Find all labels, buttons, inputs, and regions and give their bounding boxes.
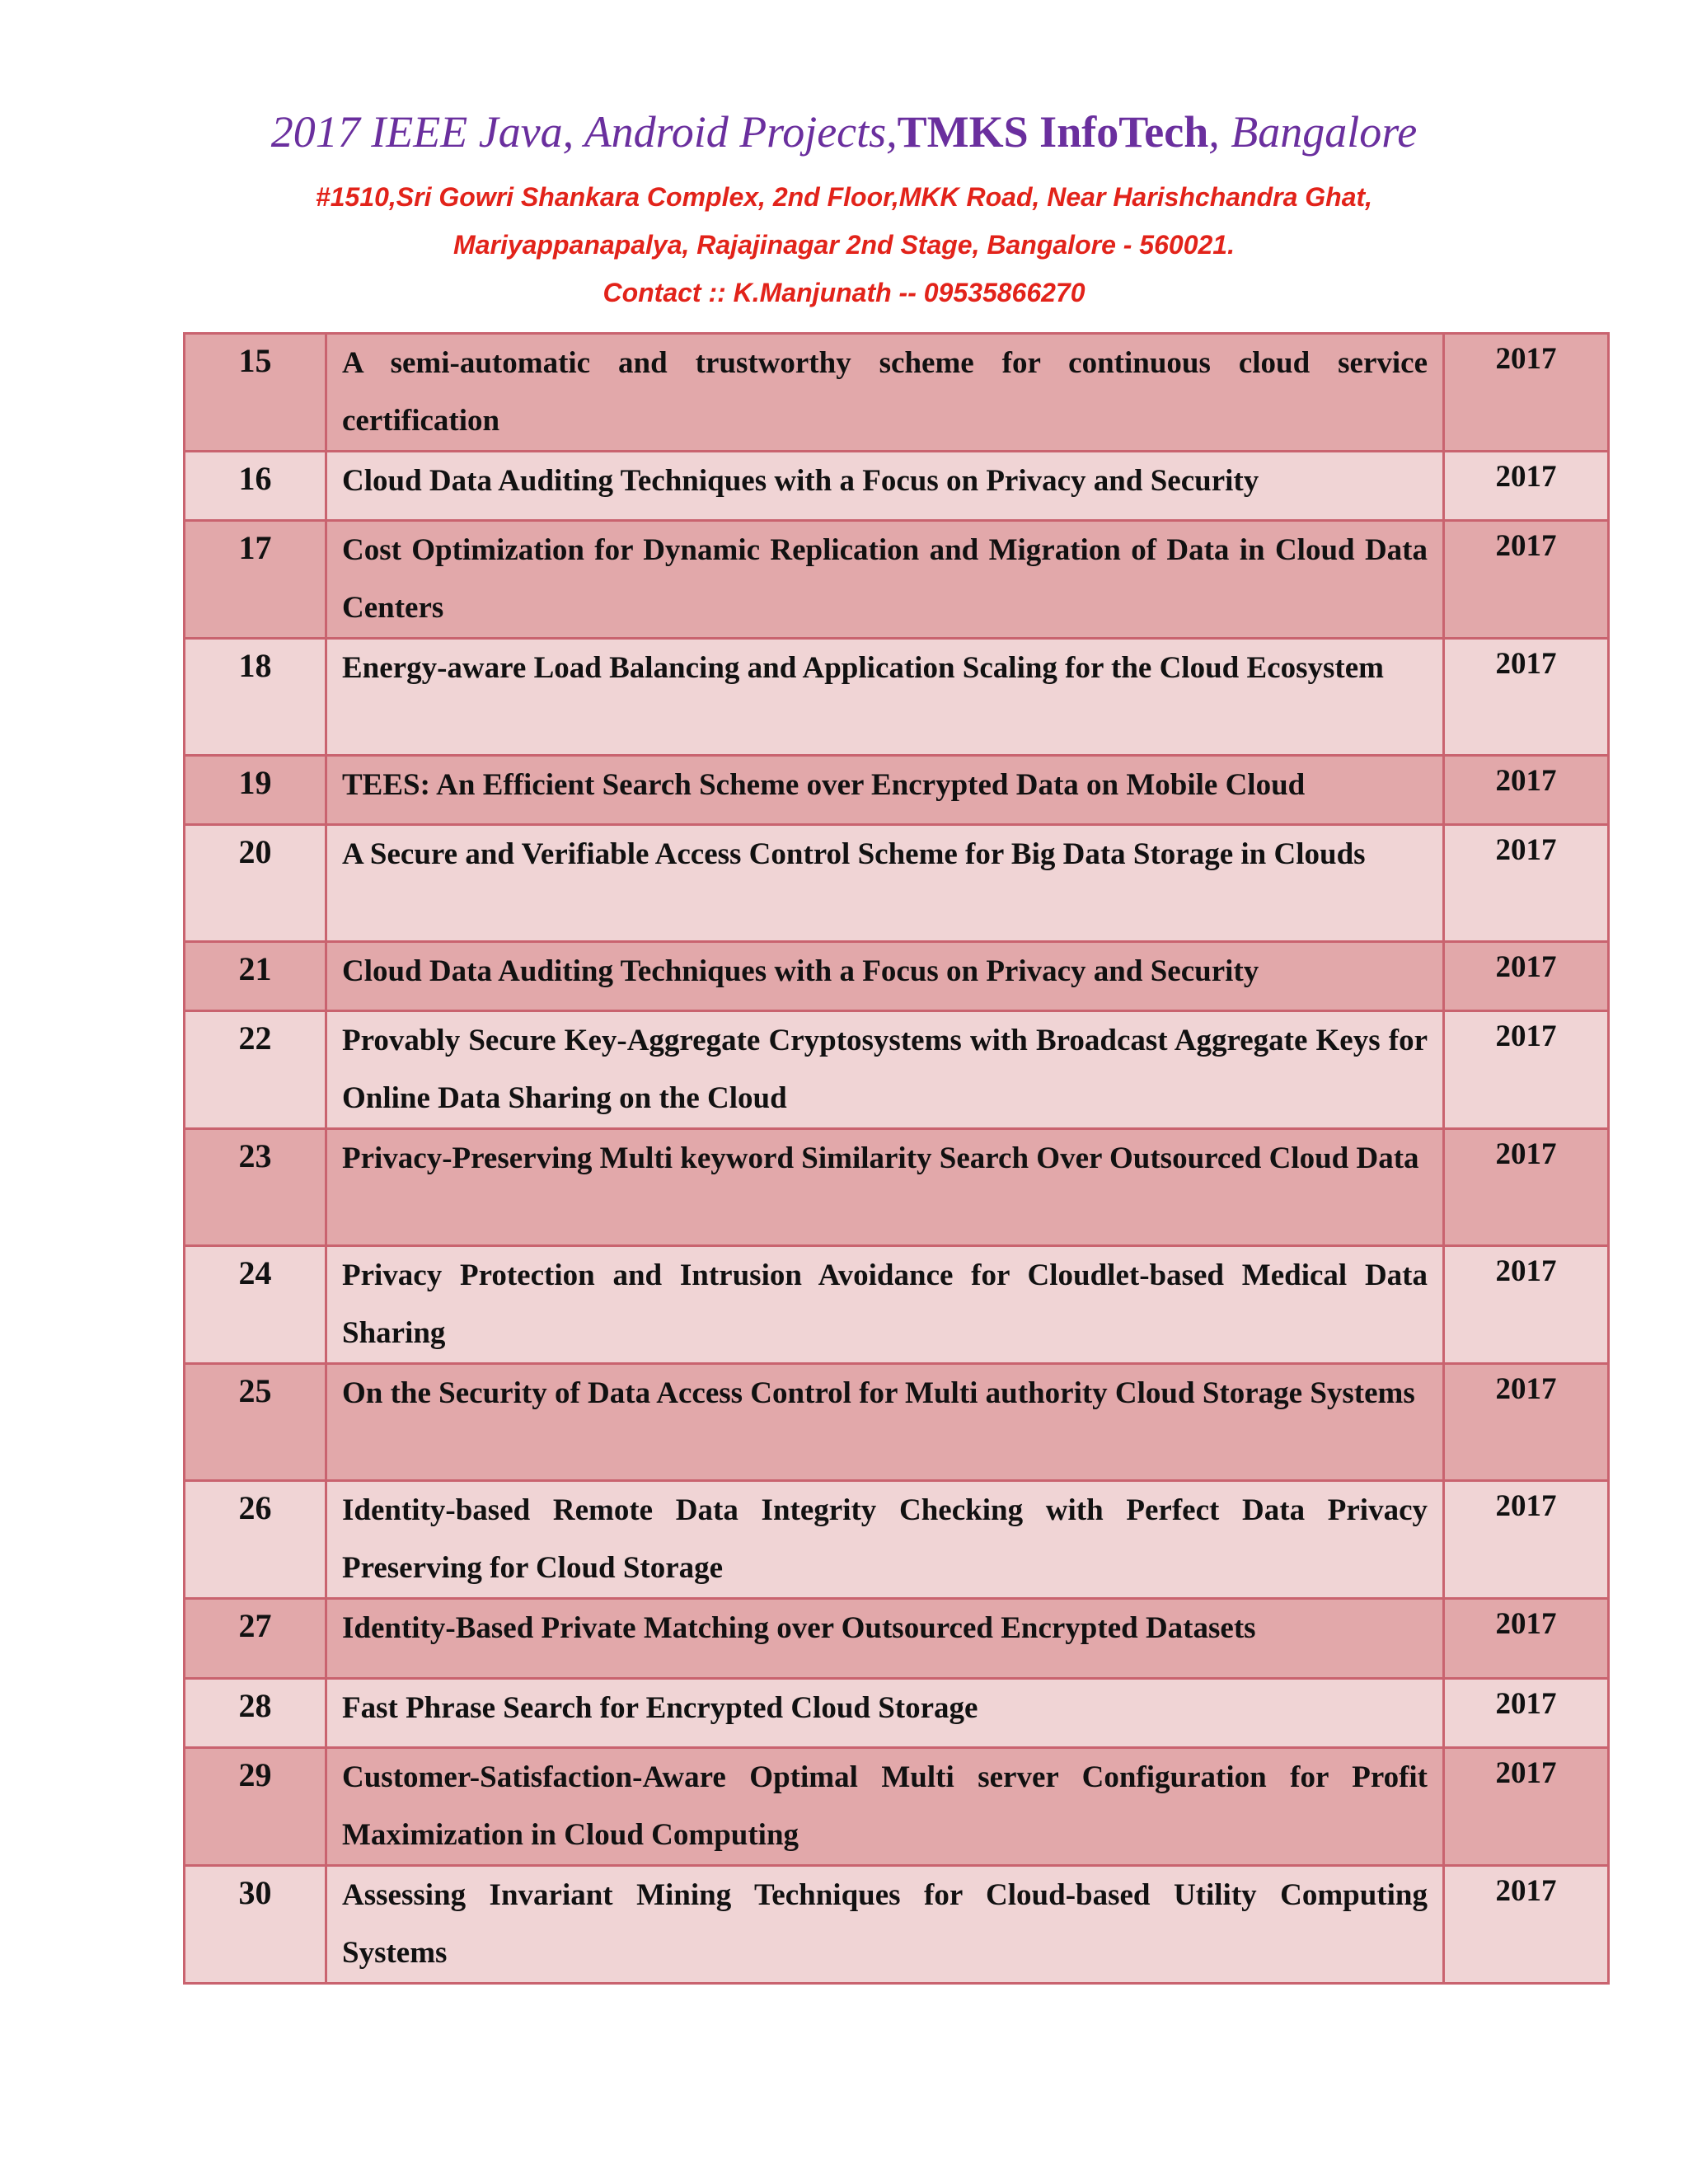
table-row bbox=[185, 1129, 1609, 1246]
project-number: 24 bbox=[185, 1246, 326, 1364]
project-title: Assessing Invariant Mining Techniques for Cloud-based Utility Computing Systems bbox=[326, 1866, 1444, 1984]
title-location: , Bangalore bbox=[1208, 107, 1418, 157]
table-row bbox=[185, 1866, 1609, 1984]
table-row bbox=[185, 1679, 1609, 1748]
project-title: Energy-aware Load Balancing and Application Scaling for the Cloud Ecosystem bbox=[326, 639, 1444, 756]
table-row bbox=[185, 521, 1609, 639]
project-title: Cost Optimization for Dynamic Replication and Migration of Data in Cloud Data Centers bbox=[326, 521, 1444, 639]
project-number: 20 bbox=[185, 825, 326, 942]
project-number: 23 bbox=[185, 1129, 326, 1246]
projects-table bbox=[183, 332, 1610, 1985]
table-row bbox=[185, 756, 1609, 825]
project-number: 15 bbox=[185, 334, 326, 452]
table-row bbox=[185, 1364, 1609, 1481]
project-year: 2017 bbox=[1444, 1011, 1609, 1129]
company-name: TMKS InfoTech bbox=[897, 107, 1209, 157]
table-row bbox=[185, 942, 1609, 1011]
table-row bbox=[185, 1011, 1609, 1129]
address-line-2: Mariyappanapalya, Rajajinagar 2nd Stage, Bangalore - 560021. bbox=[453, 230, 1235, 260]
project-title: TEES: An Efficient Search Scheme over Encrypted Data on Mobile Cloud bbox=[326, 756, 1444, 825]
project-number: 29 bbox=[185, 1748, 326, 1866]
project-title: Cloud Data Auditing Techniques with a Focus on Privacy and Security bbox=[326, 452, 1444, 521]
page-header bbox=[0, 99, 1688, 316]
project-year: 2017 bbox=[1444, 521, 1609, 639]
table-row bbox=[185, 1246, 1609, 1364]
project-year: 2017 bbox=[1444, 334, 1609, 452]
project-year: 2017 bbox=[1444, 639, 1609, 756]
project-title: Fast Phrase Search for Encrypted Cloud Storage bbox=[326, 1679, 1444, 1748]
table-row bbox=[185, 1748, 1609, 1866]
project-number: 28 bbox=[185, 1679, 326, 1748]
project-title: Provably Secure Key-Aggregate Cryptosystems with Broadcast Aggregate Keys for Online Data Sharing on the Cloud bbox=[326, 1011, 1444, 1129]
project-number: 30 bbox=[185, 1866, 326, 1984]
project-title: A semi-automatic and trustworthy scheme for continuous cloud service certification bbox=[326, 334, 1444, 452]
project-year: 2017 bbox=[1444, 1599, 1609, 1679]
project-number: 18 bbox=[185, 639, 326, 756]
address-line-1: #1510,Sri Gowri Shankara Complex, 2nd Floor,MKK Road, Near Harishchandra Ghat, bbox=[315, 182, 1373, 212]
project-number: 25 bbox=[185, 1364, 326, 1481]
project-title: A Secure and Verifiable Access Control Scheme for Big Data Storage in Clouds bbox=[326, 825, 1444, 942]
project-title: Identity-based Remote Data Integrity Checking with Perfect Data Privacy Preserving for Cloud Storage bbox=[326, 1481, 1444, 1599]
project-number: 27 bbox=[185, 1599, 326, 1679]
project-year: 2017 bbox=[1444, 1679, 1609, 1748]
table-row bbox=[185, 334, 1609, 452]
table-row bbox=[185, 452, 1609, 521]
table-row bbox=[185, 825, 1609, 942]
project-year: 2017 bbox=[1444, 1246, 1609, 1364]
project-title: Cloud Data Auditing Techniques with a Focus on Privacy and Security bbox=[326, 942, 1444, 1011]
project-year: 2017 bbox=[1444, 452, 1609, 521]
project-number: 26 bbox=[185, 1481, 326, 1599]
project-number: 17 bbox=[185, 521, 326, 639]
contact-line: Contact :: K.Manjunath -- 09535866270 bbox=[603, 278, 1085, 307]
project-title: Customer-Satisfaction-Aware Optimal Multi server Configuration for Profit Maximization in Cloud Computing bbox=[326, 1748, 1444, 1866]
project-title: Identity-Based Private Matching over Outsourced Encrypted Datasets bbox=[326, 1599, 1444, 1679]
project-year: 2017 bbox=[1444, 1364, 1609, 1481]
project-year: 2017 bbox=[1444, 1748, 1609, 1866]
project-title: Privacy Protection and Intrusion Avoidance for Cloudlet-based Medical Data Sharing bbox=[326, 1246, 1444, 1364]
project-number: 19 bbox=[185, 756, 326, 825]
project-year: 2017 bbox=[1444, 942, 1609, 1011]
project-year: 2017 bbox=[1444, 825, 1609, 942]
project-year: 2017 bbox=[1444, 1129, 1609, 1246]
project-year: 2017 bbox=[1444, 1481, 1609, 1599]
table-row bbox=[185, 1599, 1609, 1679]
title-prefix: 2017 IEEE Java, Android Projects, bbox=[270, 107, 898, 157]
project-number: 22 bbox=[185, 1011, 326, 1129]
project-number: 21 bbox=[185, 942, 326, 1011]
table-row bbox=[185, 639, 1609, 756]
project-title: Privacy-Preserving Multi keyword Similarity Search Over Outsourced Cloud Data bbox=[326, 1129, 1444, 1246]
project-number: 16 bbox=[185, 452, 326, 521]
project-title: On the Security of Data Access Control for Multi authority Cloud Storage Systems bbox=[326, 1364, 1444, 1481]
project-year: 2017 bbox=[1444, 756, 1609, 825]
page-title bbox=[0, 99, 1688, 165]
table-row bbox=[185, 1481, 1609, 1599]
project-year: 2017 bbox=[1444, 1866, 1609, 1984]
